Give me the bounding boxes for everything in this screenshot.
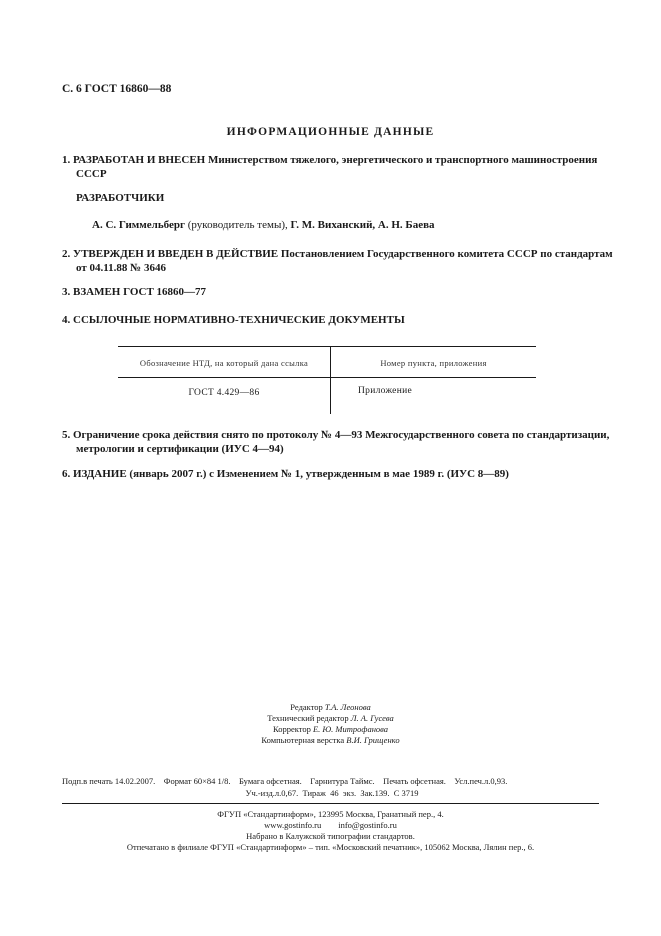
table-top-rule: [118, 346, 536, 347]
footer-line-3: Набрано в Калужской типографии стандартов.: [246, 831, 415, 841]
credit-corrector: Корректор Е. Ю. Митрофанова: [272, 724, 389, 734]
developer-names-rest: Г. М. Виханский, А. Н. Баева: [290, 219, 435, 231]
table-header-designation: Обозначение НТД, на который дана ссылка: [139, 358, 309, 368]
item-4: 4. ССЫЛОЧНЫЕ НОРМАТИВНО-ТЕХНИЧЕСКИЕ ДОКУМЕНТЫ: [62, 314, 405, 326]
item-6: 6. ИЗДАНИЕ (январь 2007 г.) с Изменением № 1, утвержденным в мае 1989 г. (ИУС 8—89): [62, 468, 509, 480]
footer-line-2: www.gostinfo.ru info@gostinfo.ru: [264, 820, 397, 830]
table-cell-clause: Приложение: [358, 386, 412, 396]
page-title: ИНФОРМАЦИОННЫЕ ДАННЫЕ: [226, 126, 435, 138]
developers-heading: РАЗРАБОТЧИКИ: [76, 192, 165, 204]
table-column-divider: [330, 346, 331, 414]
table-cell-designation: ГОСТ 4.429—86: [188, 388, 260, 398]
page-header: С. 6 ГОСТ 16860—88: [62, 83, 172, 95]
credit-editor: Редактор Т.А. Леонова: [290, 702, 371, 712]
table-header-rule: [118, 377, 536, 378]
table-header-clause: Номер пункта, приложения: [380, 358, 487, 368]
publisher-footer: [0, 809, 661, 853]
developers-names: [92, 219, 435, 231]
item-1: 1. РАЗРАБОТАН И ВНЕСЕН Министерством тяжелого, энергетического и транспортного машиностроения СССР: [62, 154, 598, 180]
imprint-line-1: Подп.в печать 14.02.2007. Формат 60×84 1/8. Бумага офсетная. Гарнитура Таймс. Печать офсетная. Усл.печ.л.0,93.: [62, 776, 508, 786]
item-2: 2. УТВЕРЖДЕН И ВВЕДЕН В ДЕЙСТВИЕ Постановлением Государственного комитета СССР по стандартам от 04.11.88 № 3646: [62, 248, 613, 274]
footer-line-1: ФГУП «Стандартинформ», 123995 Москва, Гранатный пер., 4.: [217, 809, 444, 819]
credits-block: [0, 702, 661, 746]
credit-tech-editor: Технический редактор Л. А. Гусева: [267, 713, 394, 723]
item-3: 3. ВЗАМЕН ГОСТ 16860—77: [62, 286, 207, 298]
footer-line-4: Отпечатано в филиале ФГУП «Стандартинформ» – тип. «Московский печатник», 105062 Москва, Лялин пер., 6.: [126, 842, 535, 852]
credit-layout: Компьютерная верстка В.И. Грищенко: [261, 735, 400, 745]
developer-role-1: (руководитель темы),: [185, 219, 291, 231]
item-5: 5. Ограничение срока действия снято по протоколу № 4—93 Межгосударственного совета по стандартизации, метрологии и сертификации (ИУС 4—94): [62, 429, 610, 455]
developer-name-1: А. С. Гиммельберг: [92, 219, 186, 231]
imprint-line-2: Уч.-изд.л.0,67. Тираж 46 экз. Зак.139. С 3719: [245, 788, 419, 798]
imprint-rule: [62, 803, 599, 804]
